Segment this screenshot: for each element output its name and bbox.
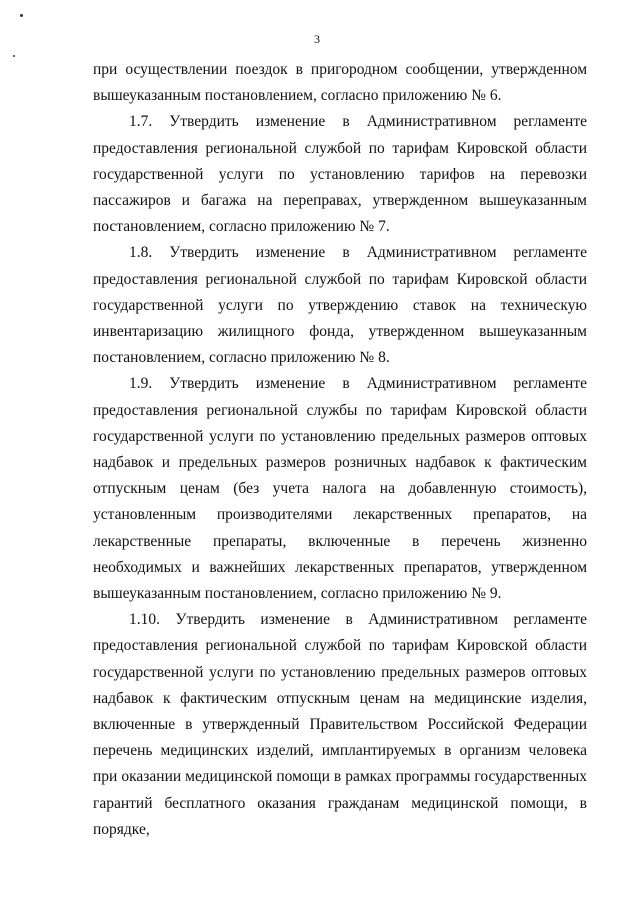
paragraph-1-8: 1.8. Утвердить изменение в Административном регламенте предоставления региональной службой по тарифам Кировской области государственной услуги по утверждению ставок на техническую инвентаризацию жилищного фонда, утвержденном вышеуказанным постановлением, согласно приложению № 8. [93,244,587,367]
paragraph-1-10: 1.10. Утвердить изменение в Административном регламенте предоставления региональной службой по тарифам Кировской области государственной услуги по установлению предельных размеров оптовых надбавок к фактическим отпускным ценам на медицинские изделия, включенные в утвержденный Правительством Российской Федерации перечень медицинских изделий, имплантируемых в организм человека при оказании медицинской помощи в рамках программы государственных гарантий бесплатного оказания гражданам медицинской помощи, в порядке, [93,611,587,838]
scan-speck [20,14,23,17]
paragraph-continuation: при осуществлении поездок в пригородном сообщении, утвержденном вышеуказанным постановлением, согласно приложению № 6. [93,61,587,105]
paragraph-1-7: 1.7. Утвердить изменение в Административном регламенте предоставления региональной службой по тарифам Кировской области государственной услуги по установлению тарифов на перевозки пассажиров и багажа на переправах, утвержденном вышеуказанным постановлением, согласно приложению № 7. [93,113,587,236]
document-body [93,57,587,843]
paragraph-1-9: 1.9. Утвердить изменение в Административном регламенте предоставления региональной службы по тарифам Кировской области государственной услуги по установлению предельных размеров оптовых надбавок и предельных размеров розничных надбавок к фактическим отпускным ценам (без учета налога на добавленную стоимость), установленным производителями лекарственных препаратов, на лекарственные препараты, включенные в перечень жизненно необходимых и важнейших лекарственных препаратов, утвержденном вышеуказанным постановлением, согласно приложению № 9. [93,375,587,603]
page-number: 3 [314,32,320,46]
scan-speck [13,55,15,57]
